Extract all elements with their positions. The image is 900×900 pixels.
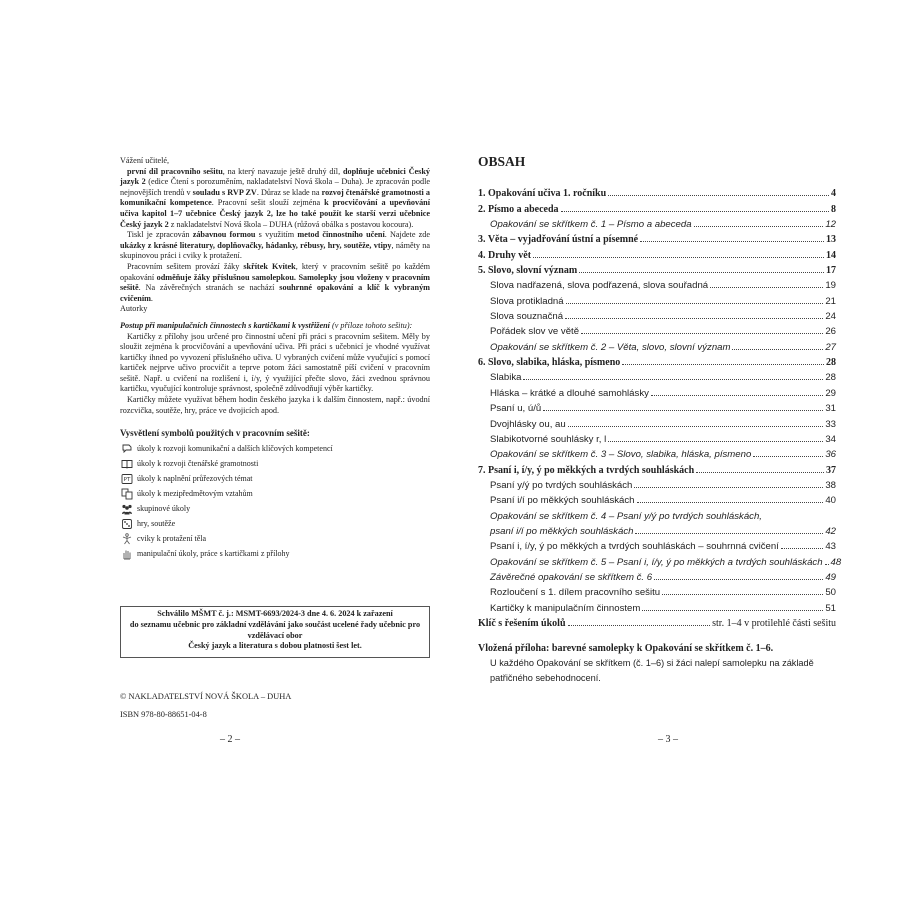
toc-entry: [478, 460, 836, 475]
toc-entry-label: 6. Slovo, slabika, hláska, písmeno: [478, 357, 621, 369]
toc-leader-dots: [696, 472, 824, 473]
symbol-label: cviky k protažení těla: [137, 534, 207, 544]
toc-entry: [478, 522, 836, 537]
text-run: z nakladatelství Nová škola – DUHA (růžová obálka s postavou kocoura).: [168, 219, 414, 229]
svg-text:PT: PT: [123, 477, 131, 484]
toc-entry-label: Opakování se skřítkem č. 5 – Psaní i, í/y, ý po měkkých a tvrdých souhláskách: [490, 556, 823, 568]
toc-leader-dots: [581, 333, 823, 334]
text-run: (edice Čtení s porozuměním, nakladatelství Nová škola – Duha). Je zpracován podle nejnovějších trendů v: [120, 177, 430, 197]
toc-leader-dots: [640, 241, 824, 242]
approval-line: Schválilo MŠMT č. j.: MSMT-6693/2024-3 dne 4. 6. 2024 k zařazení: [157, 609, 393, 618]
toc-leader-dots: [710, 287, 823, 288]
toc-entry: [478, 307, 836, 322]
toc-entry-label: Závěrečné opakování se skřítkem č. 6: [490, 571, 653, 583]
toc-entry-page: 37: [826, 464, 836, 476]
toc-entry-page: str. 1–4 v protilehlé části sešitu: [712, 617, 836, 629]
toc-entry-page: 33: [825, 418, 836, 430]
bold-run: souladu s RVP ZV: [192, 187, 257, 197]
toc-entry-label: Slova nadřazená, slova podřazená, slova souřadná: [490, 280, 709, 292]
bold-run: rozvoj čtenářské gramotnosti a komunikační kompetence: [120, 187, 430, 208]
toc-leader-dots: [732, 349, 823, 350]
symbols-title: Vysvětlení symbolů použitých v pracovním sešitě:: [120, 428, 310, 439]
toc-entry-page: 42: [825, 525, 836, 537]
toc-leader-dots: [622, 364, 824, 365]
toc-entry-label: Opakování se skřítkem č. 2 – Věta, slovo, slovní význam: [490, 341, 731, 353]
toc-entry: [478, 337, 836, 352]
toc-entry-label: Slabika: [490, 372, 522, 384]
manipulation-heading-bold: Postup při manipulačních činnostech s kartičkami k vystřižení: [120, 320, 330, 330]
approval-box: [120, 606, 430, 658]
symbol-label: manipulační úkoly, práce s kartičkami z přílohy: [137, 549, 290, 559]
toc-entry-page: 8: [831, 203, 836, 215]
symbol-row: [120, 532, 430, 547]
stretching-figure-icon: [120, 533, 134, 545]
toc-leader-dots: [543, 410, 823, 411]
toc-entry-label: 1. Opakování učiva 1. ročníku: [478, 188, 607, 200]
symbol-label: hry, soutěže: [137, 519, 176, 529]
toc-entry-label: Psaní y/ý po tvrdých souhláskách: [490, 479, 633, 491]
toc-leader-dots: [825, 564, 829, 565]
approval-line: do seznamu učebnic pro základní vzdělávání jako součást ucelené řady učebnic pro vzdělávací obor: [129, 619, 421, 640]
symbol-row: [120, 472, 430, 487]
left-page-text: [120, 156, 430, 562]
toc-entry-page: 34: [825, 433, 836, 445]
text-run: Tiskl je zpracován: [127, 230, 193, 240]
toc-leader-dots: [694, 226, 824, 227]
toc-entry-label: 7. Psaní i, í/y, ý po měkkých a tvrdých souhláskách: [478, 464, 695, 476]
toc-entry-label: Pořádek slov ve větě: [490, 326, 580, 338]
toc-leader-dots: [523, 379, 823, 380]
symbol-row: [120, 547, 430, 562]
toc-entry-label: Slova souznačná: [490, 311, 564, 323]
symbol-row: [120, 457, 430, 472]
symbols-legend: [120, 442, 430, 562]
page-number-right: – 3 –: [658, 734, 678, 745]
symbol-label: úkoly k naplnění průřezových témat: [137, 474, 253, 484]
text-run: Pracovním sešitem provází žáky: [127, 261, 244, 271]
toc-entry: [478, 445, 836, 460]
toc-entry-label: psaní i/í po měkkých souhláskách: [490, 525, 634, 537]
bold-run: skřítek Kvítek: [243, 261, 296, 271]
bold-run: odměňuje žáky příslušnou samolepkou. Samolepky jsou vloženy v pracovním sešitě: [120, 272, 430, 293]
manipulation-paragraph-1: Kartičky z přílohy jsou určené pro činnostní učení při práci s pracovním sešitem. Měly by sloužit zejména k procvičování a upevňování učiva. Při práci s učebnicí je vhodné využívat kartičky ihned po vyvození příslušného učiva. U vybraných cvičení může vyučující s pomocí kartiček nejprve učivo procvičit a teprve potom žáci samostatně píší cvičení v pracovním sešitě. Např. u cvičení na rozlišení i, í/y, ý využijící přečte slovo, žáci zvednou správnou kartičku, vyučující kontroluje správnost, společně zdůvodňují výběr kartičky.: [120, 331, 430, 394]
toc-entry-page: 28: [826, 357, 836, 369]
toc-entry-label: Dvojhlásky ou, au: [490, 418, 566, 430]
toc-entry-page: 26: [825, 326, 836, 338]
toc-leader-dots: [753, 456, 823, 457]
pt-badge-icon: [120, 473, 134, 485]
toc-entry-label: Slova protikladná: [490, 295, 564, 307]
toc-entry: [478, 199, 836, 214]
text-run: , který v pracovním sešitě po každém opakování: [120, 261, 431, 282]
toc-entry: [478, 353, 836, 368]
toc-entry: [478, 276, 836, 291]
bold-run: první díl pracovního sešitu: [127, 166, 223, 176]
toc-entry-page: 40: [825, 495, 836, 507]
toc-entry: [478, 583, 836, 598]
toc-entry: [478, 614, 836, 629]
toc-entry-label: 4. Druhy vět: [478, 249, 532, 261]
dice-icon: [120, 518, 134, 530]
toc-entry: [478, 491, 836, 506]
toc-entry-label: Psaní i, í/y, ý po měkkých a tvrdých souhláskách – souhrnná cvičení: [490, 541, 779, 553]
toc-entry-label: Kartičky k manipulačním činnostem: [490, 602, 641, 614]
toc-entry: [478, 399, 836, 414]
insert-title: Vložená příloha: barevné samolepky k Opakování se skřítkem č. 1–6.: [478, 642, 774, 654]
toc-entry-page: 13: [826, 234, 836, 246]
toc-entry-label: Klíč s řešením úkolů: [478, 617, 566, 629]
toc-entry-page: 17: [826, 265, 836, 277]
toc-entry-label: Hláska – krátké a dlouhé samohlásky: [490, 387, 649, 399]
toc-entry-label: 3. Věta – vyjadřování ústní a písemné: [478, 234, 639, 246]
intro-paragraph-1: [120, 167, 430, 231]
toc-entry: [478, 368, 836, 383]
text-run: , na který navazuje ještě druhý díl,: [222, 166, 343, 176]
text-run: . Najdete zde: [384, 230, 431, 240]
toc-entry-page: 31: [825, 403, 836, 415]
toc-entry: [478, 568, 836, 583]
toc-entry-label: Rozloučení s 1. dílem pracovního sešitu: [490, 587, 661, 599]
hand-cards-icon: [120, 548, 134, 560]
toc-leader-dots: [634, 487, 823, 488]
bold-run: souhrnné opakování a klíč k vybraným cvičením: [120, 283, 430, 303]
toc-entry-label: Psaní i/í po měkkých souhláskách: [490, 495, 635, 507]
toc-entry-page: 48: [830, 556, 842, 568]
intro-paragraph-2: [120, 230, 430, 262]
toc-entry-page: 36: [825, 449, 836, 461]
toc-leader-dots: [651, 395, 823, 396]
signature: Autorky: [120, 304, 148, 314]
toc-entry: [478, 291, 836, 306]
text-run: . Na závěrečných stranách se nachází: [138, 283, 280, 293]
symbol-row: [120, 517, 430, 532]
open-book-icon: [120, 458, 134, 470]
symbol-row: [120, 442, 430, 457]
symbol-label: úkoly k rozvoji komunikační a dalších klíčových kompetencí: [137, 444, 333, 454]
text-run: . Důraz se klade na: [256, 187, 322, 197]
toc-entry-page: 24: [825, 311, 836, 323]
toc-entry-page: 38: [825, 479, 836, 491]
toc-entry: [478, 552, 842, 568]
toc-entry-page: 43: [825, 541, 836, 553]
toc-entry: [478, 184, 836, 199]
toc-leader-dots: [781, 548, 823, 549]
toc-leader-dots: [533, 257, 824, 258]
toc-entry: [478, 261, 836, 276]
toc-entry: [478, 383, 836, 398]
toc-entry-page: 12: [825, 219, 836, 231]
toc-entry: [478, 476, 836, 491]
toc-entry-label: Psaní u, ú/ů: [490, 403, 542, 415]
toc-entry-page: 50: [825, 587, 836, 599]
toc-leader-dots: [566, 303, 824, 304]
toc-entry-page: 29: [825, 387, 836, 399]
symbol-row: [120, 487, 430, 502]
toc-leader-dots: [662, 594, 823, 595]
manipulation-paragraph-2: Kartičky můžete využívat během hodin českého jazyka i k dalším činnostem, např.: úvodní rozcvička, soutěže, hry, práce ve dvojicích apod.: [120, 395, 430, 415]
toc-leader-dots: [568, 625, 711, 626]
toc-leader-dots: [637, 502, 824, 503]
toc-entry-label: Slabikotvorné souhlásky r, l: [490, 433, 607, 445]
toc-entry-page: 4: [831, 188, 836, 200]
toc-entry-label: Opakování se skřítkem č. 1 – Písmo a abeceda: [490, 219, 692, 231]
symbol-label: úkoly k rozvoji čtenářské gramotnosti: [137, 459, 259, 469]
bold-run: doplňuje učebnici Český jazyk 2: [120, 166, 430, 187]
symbol-label: skupinové úkoly: [137, 504, 191, 514]
text-run: s využitím: [255, 230, 298, 240]
toc-entry-label: Opakování se skřítkem č. 3 – Slovo, slabika, hláska, písmeno: [490, 449, 752, 461]
right-page: [478, 154, 842, 686]
toc-entry: [478, 245, 836, 260]
toc-leader-dots: [579, 272, 824, 273]
greeting: Vážení učitelé,: [120, 156, 170, 165]
toc-entry-page: 14: [826, 249, 836, 261]
text-run: , náměty na skupinovou práci i cviky k protažení.: [120, 240, 431, 261]
bold-run: ukázky z krásné literatury, doplňovačky, hádanky, rébusy, hry, soutěže, vtipy: [120, 240, 392, 250]
toc-entry: [478, 215, 836, 230]
toc-entry-line: Opakování se skřítkem č. 4 – Psaní y/ý po tvrdých souhláskách,: [490, 510, 762, 522]
insert-text: U každého Opakování se skřítkem (č. 1–6) si žáci nalepí samolepku na základě patřičného sebehodnocení.: [490, 657, 814, 683]
toc-entry-page: 49: [825, 571, 836, 583]
toc-leader-dots: [568, 426, 824, 427]
toc-entry: [478, 322, 836, 337]
toc-entry-page: 21: [825, 295, 836, 307]
isbn: ISBN 978-80-88651-04-8: [120, 710, 207, 719]
speech-hand-icon: [120, 443, 134, 455]
toc-entry: [478, 414, 836, 429]
toc-entry: [478, 230, 836, 245]
toc-leader-dots: [608, 195, 829, 196]
toc-entry-page: 51: [825, 602, 836, 614]
toc-entry-label: 5. Slovo, slovní význam: [478, 265, 578, 277]
page-number-left: – 2 –: [220, 734, 240, 745]
symbol-label: úkoly k mezipředmětovým vztahům: [137, 489, 253, 499]
approval-line: Český jazyk a literatura s dobou platnosti šest let.: [188, 641, 362, 651]
toc-leader-dots: [561, 211, 829, 212]
symbol-row: [120, 502, 430, 517]
publisher-info: [120, 688, 291, 724]
toc-leader-dots: [608, 441, 823, 442]
toc-leader-dots: [565, 318, 823, 319]
text-run: .: [150, 293, 153, 303]
manipulation-heading-note: (v příloze tohoto sešitu):: [329, 320, 413, 330]
toc-entry-page: 27: [825, 341, 836, 353]
intro-paragraph-3: [120, 262, 430, 304]
toc-entry-label: 2. Písmo a abeceda: [478, 203, 559, 215]
bold-run: zábavnou formou: [192, 230, 256, 240]
table-of-contents: [478, 184, 842, 629]
bold-run: metod činnostního učení: [297, 230, 385, 240]
toc-entry: [478, 430, 836, 445]
toc-leader-dots: [635, 533, 823, 534]
manipulation-heading: [120, 321, 430, 332]
group-people-icon: [120, 503, 134, 515]
text-run: . Pracovní sešit slouží zejména: [211, 198, 325, 208]
toc-entry-page: 28: [825, 372, 836, 384]
contents-title: OBSAH: [478, 154, 526, 169]
copyright: © NAKLADATELSTVÍ NOVÁ ŠKOLA – DUHA: [120, 692, 292, 701]
bold-run: k procvičování a upevňování učiva kapitol 1–7 učebnice Český jazyk 2, lze ho také použít ke starší verzi učebnice Český jazyk 2: [120, 198, 431, 229]
toc-entry: [478, 598, 836, 613]
toc-leader-dots: [654, 579, 823, 580]
toc-entry: [478, 537, 836, 552]
linked-pages-icon: [120, 488, 134, 500]
toc-leader-dots: [642, 610, 823, 611]
toc-entry-page: 19: [825, 280, 836, 292]
